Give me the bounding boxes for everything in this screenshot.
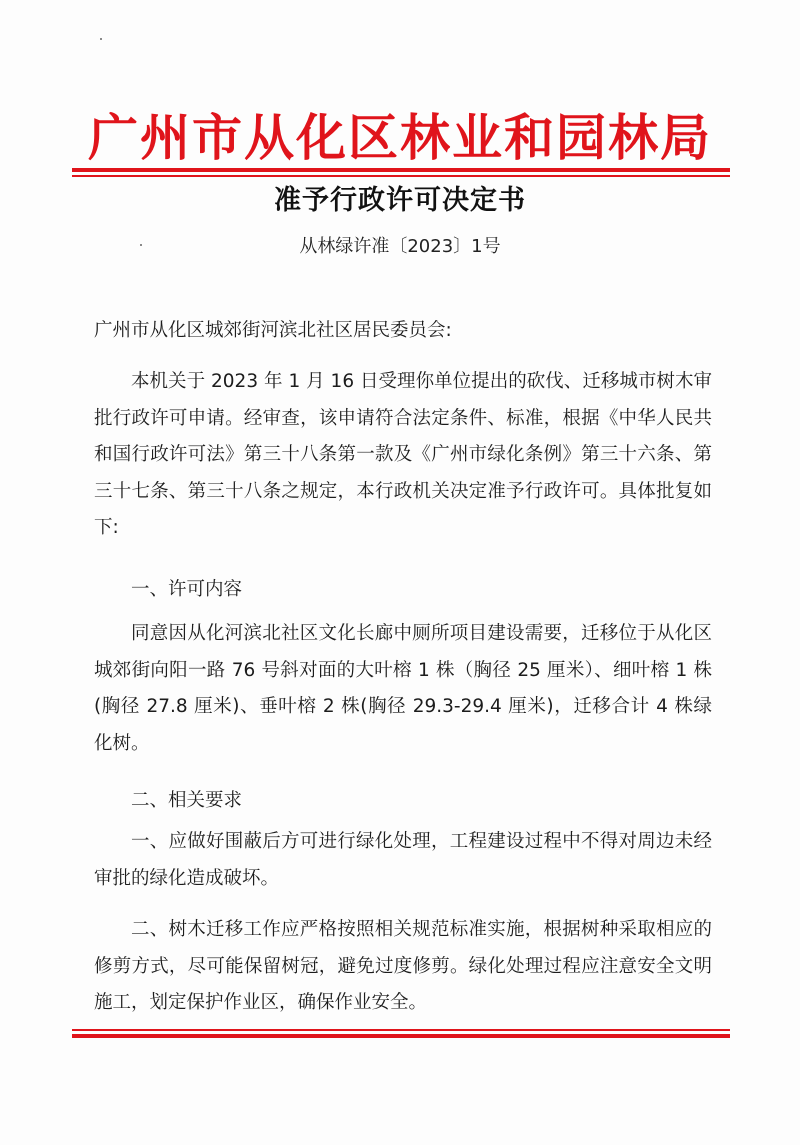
header-rule-thin bbox=[72, 175, 730, 177]
scan-speck bbox=[100, 38, 102, 40]
footer-rule-thick bbox=[72, 1034, 730, 1038]
intro-paragraph: 本机关于 2023 年 1 月 16 日受理你单位提出的砍伐、迁移城市树木审批行政许可申请。经审查，该申请符合法定条件、标准，根据《中华人民共和国行政许可法》第三十八条第一款及《广州市绿化条例》第三十六条、第三十七条、第三十八条之规定，本行政机关决定准予行政许可。具体批复如下: bbox=[94, 371, 712, 538]
requirement-item-1: 一、应做好围蔽后方可进行绿化处理，工程建设过程中不得对周边未经审批的绿化造成破坏。 bbox=[94, 831, 712, 889]
section-2-heading: 二、相关要求 bbox=[131, 790, 243, 811]
header-rule-thick bbox=[72, 168, 730, 172]
issuer-heading: 广州市从化区林业和园林局 bbox=[88, 108, 712, 167]
section-1-heading: 一、许可内容 bbox=[131, 579, 243, 600]
section-1-body: 同意因从化河滨北社区文化长廊中厕所项目建设需要，迁移位于从化区城郊街向阳一路 76 号斜对面的大叶榕 1 株（胸径 25 厘米）、细叶榕 1 株(胸径 27.8 厘米)、垂叶榕 2 株(胸径 29.3-29.4 厘米)，迁移合计 4 株绿化树。 bbox=[94, 623, 712, 754]
document-number: 从林绿许准〔2023〕1号 bbox=[299, 236, 501, 257]
footer-rule-thin bbox=[72, 1029, 730, 1031]
addressee: 广州市从化区城郊街河滨北社区居民委员会: bbox=[94, 320, 452, 341]
requirement-item-2: 二、树木迁移工作应严格按照相关规范标准实施，根据树种采取相应的修剪方式，尽可能保留树冠，避免过度修剪。绿化处理过程应注意安全文明施工，划定保护作业区，确保作业安全。 bbox=[94, 919, 712, 1013]
document-title: 准予行政许可决定书 bbox=[274, 185, 526, 216]
